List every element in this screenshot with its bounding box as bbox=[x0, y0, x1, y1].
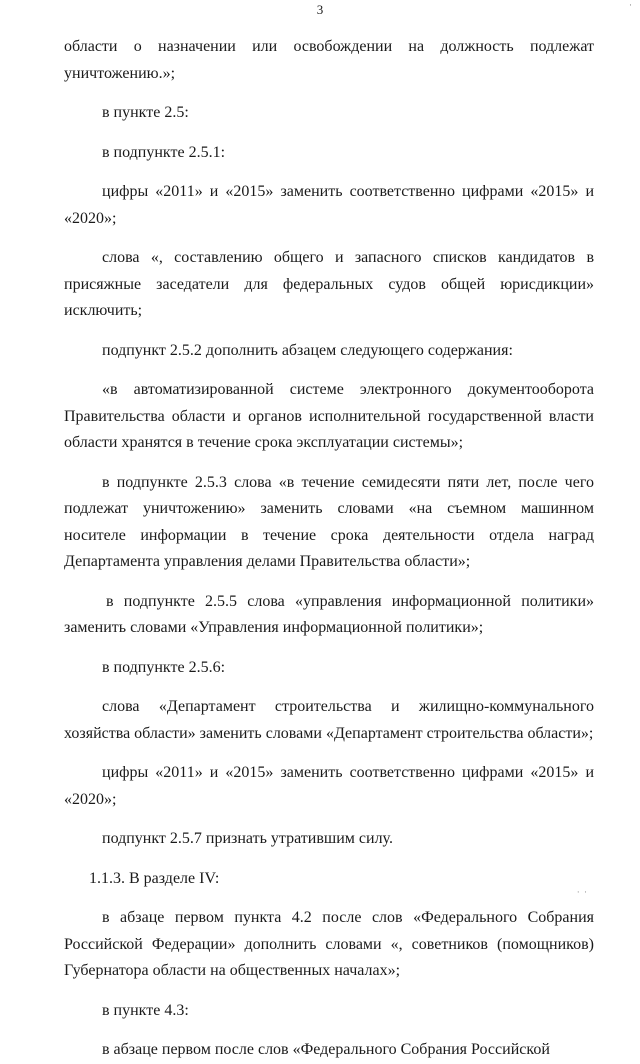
paragraph-10: в подпункте 2.5.6: bbox=[102, 658, 226, 676]
paragraph-4: цифры «2011» и «2015» заменить соответственно цифрами «2015» и «2020»; bbox=[64, 183, 594, 227]
document-body bbox=[64, 34, 594, 1064]
paragraph-13: подпункт 2.5.7 признать утратившим силу. bbox=[102, 830, 393, 847]
paragraph-17: в абзаце первом после слов «Федерального Собрания Российской bbox=[102, 1041, 550, 1058]
paragraph-11: слова «Департамент строительства и жилищно-коммунального хозяйства области» заменить словами «Департамент строительства области»; bbox=[64, 698, 594, 742]
paragraph-6: подпункт 2.5.2 дополнить абзацем следующего содержания: bbox=[102, 341, 513, 359]
paragraph-12: цифры «2011» и «2015» заменить соответственно цифрами «2015» и «2020»; bbox=[64, 764, 594, 808]
paragraph-5: слова «, составлению общего и запасного списков кандидатов в присяжные заседатели для федеральных судов общей юрисдикции» исключить; bbox=[64, 249, 594, 319]
paragraph-16: в пункте 4.3: bbox=[102, 1001, 189, 1019]
corner-mark: · bbox=[629, 0, 632, 10]
paragraph-14: 1.1.3. В разделе IV: bbox=[89, 869, 220, 887]
page-number: 3 bbox=[316, 2, 324, 17]
bottom-mark: · · bbox=[576, 887, 588, 897]
paragraph-7: «в автоматизированной системе электронного документооборота Правительства области и органов исполнительной государственной власти области хранятся в течение срока эксплуатации системы»; bbox=[64, 381, 594, 451]
paragraph-9: в подпункте 2.5.5 слова «управления информационной политики» заменить словами «Управления информационной политики»; bbox=[64, 592, 594, 636]
paragraph-15: в абзаце первом пункта 4.2 после слов «Федерального Собрания Российской Федерации» дополнить словами «, советников (помощников) Губернатора области на общественных началах»; bbox=[64, 909, 594, 979]
paragraph-2: в пункте 2.5: bbox=[102, 104, 189, 121]
paragraph-8: в подпункте 2.5.3 слова «в течение семидесяти пяти лет, после чего подлежат уничтожению» заменить словами «на съемном машинном носителе информации в течение срока деятельности отдела наград Департамента управления делами Правительства области»; bbox=[64, 473, 594, 570]
paragraph-1: области о назначении или освобождении на должность подлежат уничтожению.»; bbox=[64, 38, 594, 82]
paragraph-3: в подпункте 2.5.1: bbox=[102, 143, 226, 161]
